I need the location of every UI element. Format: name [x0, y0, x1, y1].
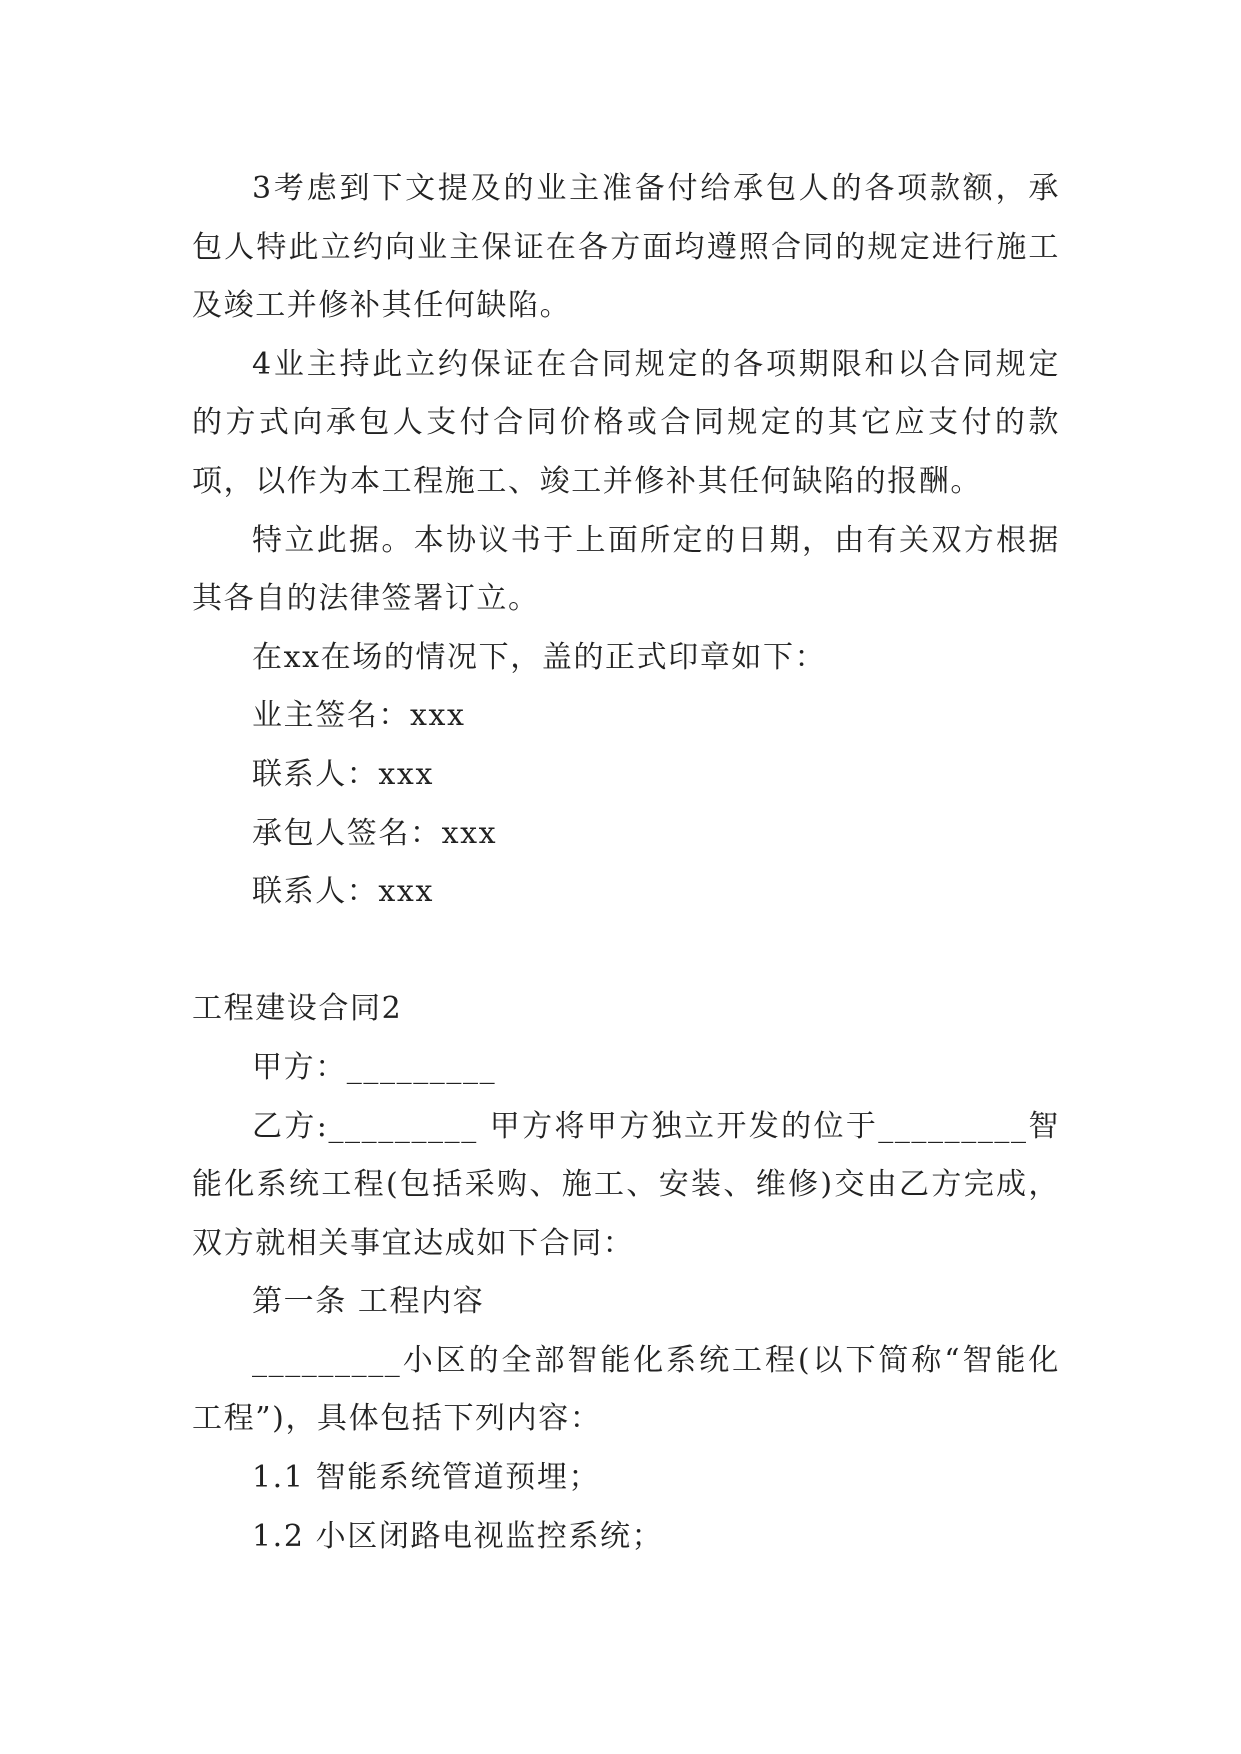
paragraph-3: 3考虑到下文提及的业主准备付给承包人的各项款额，承包人特此立约向业主保证在各方面均遵照合同的规定进行施工及竣工并修补其任何缺陷。	[192, 171, 1060, 324]
document-body	[192, 160, 1060, 1566]
article-1-title: 第一条 工程内容	[252, 1284, 485, 1320]
section-title: 工程建设合同2	[192, 991, 403, 1027]
party-a-line: 甲方：_________	[252, 1049, 497, 1085]
paragraph-seal-statement: 在xx在场的情况下，盖的正式印章如下：	[252, 639, 827, 675]
contractor-contact-line: 联系人：xxx	[252, 874, 434, 910]
owner-contact-line: 联系人：xxx	[252, 756, 434, 792]
item-1-1: 1.1 智能系统管道预埋；	[252, 1460, 601, 1496]
article-1-text: _________小区的全部智能化系统工程(以下简称“智能化工程”)，具体包括下列内容：	[192, 1342, 1060, 1437]
section-spacer	[192, 922, 1060, 981]
owner-signature-line: 业主签名：xxx	[252, 698, 466, 734]
paragraph-special-note: 特立此据。本协议书于上面所定的日期，由有关双方根据其各自的法律签署订立。	[192, 522, 1060, 617]
contractor-signature-line: 承包人签名：xxx	[252, 815, 498, 851]
paragraph-4: 4业主持此立约保证在合同规定的各项期限和以合同规定的方式向承包人支付合同价格或合同规定的其它应支付的款项，以作为本工程施工、竣工并修补其任何缺陷的报酬。	[192, 346, 1060, 499]
item-1-2: 1.2 小区闭路电视监控系统；	[252, 1518, 664, 1554]
party-b-paragraph: 乙方:_________ 甲方将甲方独立开发的位于_________智能化系统工程(包括采购、施工、安装、维修)交由乙方完成，双方就相关事宜达成如下合同：	[192, 1108, 1060, 1261]
